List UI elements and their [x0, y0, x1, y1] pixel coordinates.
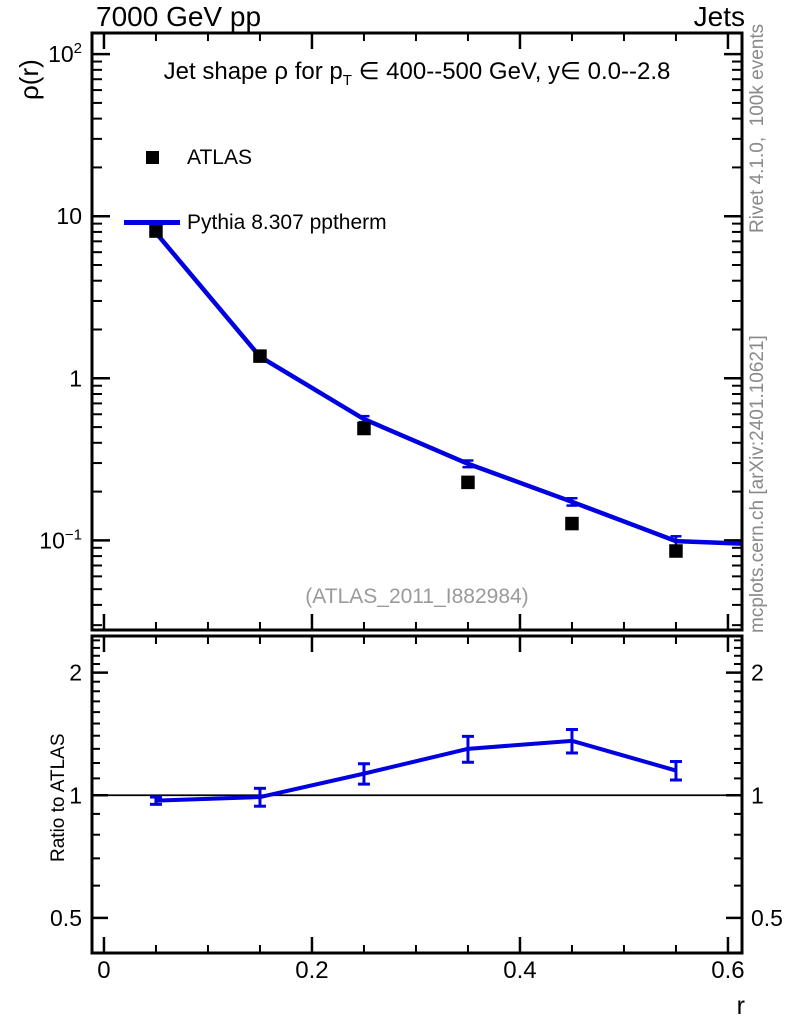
pythia-line-icon: [124, 220, 180, 225]
atlas-marker-icon: [124, 151, 180, 164]
y-tick-label: 1: [69, 365, 82, 392]
x-tick-label: 0.6: [711, 957, 745, 984]
atlas-data-point: [461, 476, 475, 490]
ratio-y-ticks: [92, 640, 742, 918]
beam-energy-title: 7000 GeV pp: [96, 1, 262, 32]
legend-entry-pythia: [124, 208, 387, 237]
atlas-markers: [149, 224, 683, 557]
ratio-tick-label-right: 0.5: [751, 904, 783, 931]
ratio-tick-label-right: 2: [751, 659, 764, 686]
y-tick-label: 10: [56, 203, 82, 230]
ratio-polyline: [156, 741, 676, 801]
legend: [124, 107, 387, 273]
x-tick-label: 0: [97, 957, 111, 984]
atlas-data-point: [253, 349, 267, 363]
atlas-data-point: [357, 422, 371, 436]
rivet-version-note: Rivet 4.1.0, 100k events: [747, 23, 768, 233]
y-tick-label: $10^{-1}$: [39, 526, 82, 554]
plot-title-subscript: T: [342, 72, 352, 89]
pythia-line-swatch: [124, 220, 180, 225]
main-y-axis-title: ρ(r): [14, 59, 44, 100]
mcplots-arxiv-note: mcplots.cern.ch [arXiv:2401.10621]: [747, 335, 768, 633]
atlas-data-point: [669, 544, 683, 558]
atlas-data-point: [565, 517, 579, 531]
ratio-y-axis-title: Ratio to ATLAS: [48, 733, 69, 862]
legend-entry-atlas: [124, 143, 387, 172]
pythia-error-bars: [150, 231, 681, 547]
y-tick-label: $10^2$: [48, 40, 82, 68]
plot-title-prefix: Jet shape ρ for p: [163, 58, 343, 85]
ratio-line: [156, 741, 676, 801]
ratio-tick-label-right: 1: [751, 782, 764, 809]
x-tick-label: 0.4: [503, 957, 537, 984]
pythia-polyline: [156, 233, 742, 544]
plot-title-suffix: ∈ 400--500 GeV, y∈ 0.0--2.8: [351, 58, 671, 85]
analysis-group-title: Jets: [693, 1, 745, 32]
pythia-line: [156, 233, 742, 544]
ratio-tick-label-left: 0.5: [50, 904, 82, 931]
x-tick-label: 0.2: [295, 957, 329, 984]
atlas-marker-swatch: [146, 151, 159, 164]
legend-label-atlas: ATLAS: [187, 145, 252, 169]
watermark: (ATLAS_2011_I882984): [305, 585, 529, 608]
main-y-tick-labels: [39, 40, 82, 553]
x-axis-title: r: [736, 992, 745, 1020]
legend-label-pythia: Pythia 8.307 pptherm: [187, 210, 387, 234]
plot-title: [92, 57, 742, 89]
ratio-tick-label-left: 1: [69, 782, 82, 809]
x-tick-labels: [97, 957, 744, 984]
ratio-tick-label-left: 2: [69, 659, 82, 686]
